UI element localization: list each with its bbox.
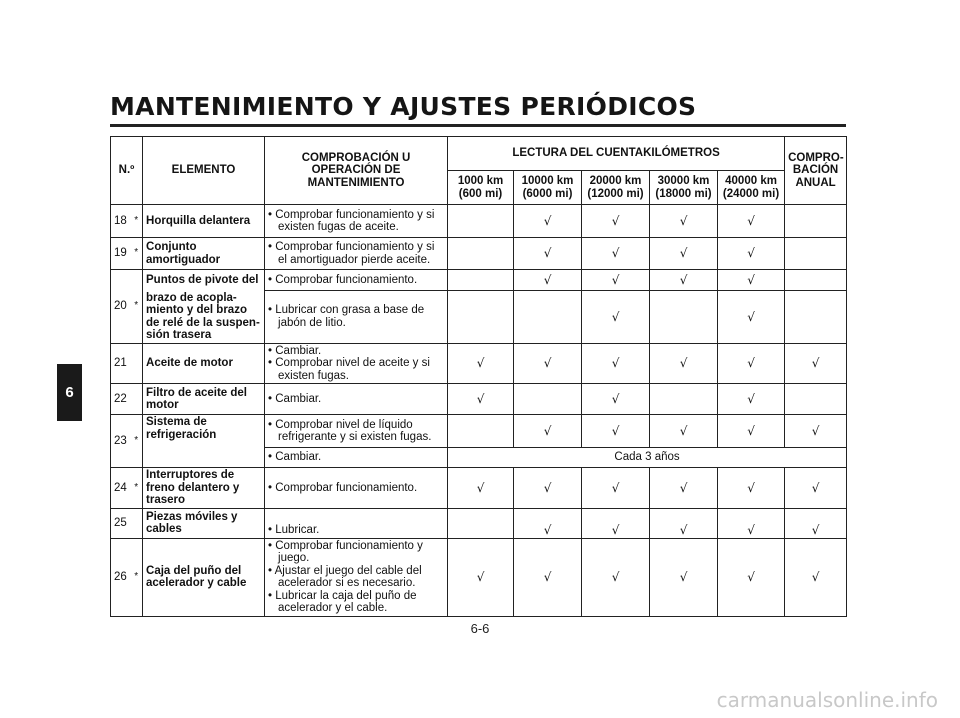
header-annual: COMPRO-BACIÓN ANUAL [785, 137, 847, 205]
table-row: 22 Filtro de aceite del motor • Cambiar. √ √ √ [111, 384, 847, 415]
table-row: 21 Aceite de motor • Cambiar. • Comprobar nivel de aceite y si existen fugas. √ √ √ √ √ √ [111, 343, 847, 384]
header-km-2: 10000 km (6000 mi) [514, 171, 582, 205]
header-odometer: LECTURA DEL CUENTAKILÓMETROS [448, 137, 785, 171]
table-row: 24 * Interruptores de freno delantero y trasero • Comprobar funcionamiento. √ √ √ √ √ √ [111, 468, 847, 509]
header-operation: COMPROBACIÓN U OPERACIÓN DE MANTENIMIENTO [265, 137, 448, 205]
header-km-1: 1000 km (600 mi) [448, 171, 514, 205]
chapter-tab: 6 [57, 364, 82, 421]
table-row: 20 * Puntos de pivote del • Comprobar funcionamiento. √ √ √ √ [111, 270, 847, 291]
header-no: N.º [111, 137, 143, 205]
maintenance-table-wrapper [110, 136, 846, 617]
header-km-5: 40000 km (24000 mi) [718, 171, 785, 205]
table-row: 25 Piezas móviles y cables • Lubricar. √ √ √ √ √ [111, 508, 847, 538]
watermark: carmanualsonline.info [716, 688, 938, 712]
maintenance-table [110, 136, 847, 617]
interval-note: Cada 3 años [448, 448, 847, 468]
header-element: ELEMENTO [143, 137, 265, 205]
table-row: brazo de acopla-miento y del brazo de relé de la suspen-sión trasera • Lubricar con grasa a base de jabón de litio. √ √ [111, 291, 847, 344]
header-km-3: 20000 km (12000 mi) [582, 171, 650, 205]
table-row: 19 * Conjunto amortiguador • Comprobar funcionamiento y si el amortiguador pierde aceite. √ √ √ √ [111, 238, 847, 270]
table-row: 26 * Caja del puño del acelerador y cable • Comprobar funcionamiento y juego. • Ajustar el juego del cable del acelerador si es necesario. • Lubricar la caja del puño de acelerador y el cable. √ √ √ √ √ √ [111, 538, 847, 616]
table-row: 18 * Horquilla delantera • Comprobar funcionamiento y si existen fugas de aceite. √ √ √ √ [111, 205, 847, 238]
title-rule [110, 124, 846, 127]
page-number: 6-6 [470, 621, 490, 636]
header-km-4: 30000 km (18000 mi) [650, 171, 718, 205]
table-row: 23 * Sistema de refrigeración • Comprobar nivel de líquido refrigerante y si existen fugas. √ √ √ √ √ [111, 415, 847, 448]
table-row: • Cambiar. Cada 3 años [111, 448, 847, 468]
page-title: MANTENIMIENTO Y AJUSTES PERIÓDICOS [110, 92, 697, 121]
